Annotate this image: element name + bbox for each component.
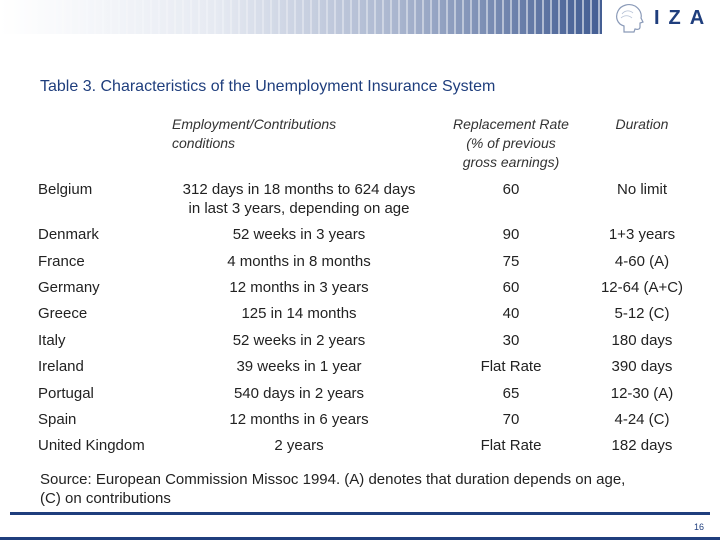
header-rate-line3: gross earnings) (462, 154, 560, 170)
row-rate: 90 (502, 226, 520, 243)
row-duration: 4-60 (A) (614, 253, 670, 270)
row-duration: No limit (616, 181, 667, 198)
row-country: Denmark (38, 226, 99, 243)
row-rate: 65 (502, 385, 520, 402)
row-duration: 1+3 years (608, 226, 676, 243)
row-duration: 12-64 (A+C) (600, 279, 684, 296)
row-country: United Kingdom (38, 437, 145, 454)
head-profile-icon (610, 2, 650, 36)
row-rate: Flat Rate (480, 358, 542, 375)
row-conditions: 540 days in 2 years (233, 385, 365, 402)
footer-divider (10, 512, 710, 515)
row-rate: 30 (502, 332, 520, 349)
table-title: Table 3. Characteristics of the Unemployment Insurance System (40, 78, 496, 95)
row-rate: 70 (502, 411, 520, 428)
header-conditions-line1: Employment/Contributions (172, 116, 337, 132)
row-country: Germany (38, 279, 100, 296)
row-duration: 180 days (611, 332, 673, 349)
row-duration: 12-30 (A) (610, 385, 674, 402)
row-country: Spain (38, 411, 77, 428)
row-conditions: 52 weeks in 3 years (232, 226, 366, 243)
row-country: Ireland (38, 358, 84, 375)
row-country: Portugal (38, 385, 94, 402)
iza-logo (602, 0, 720, 40)
source-note (40, 470, 690, 508)
row-duration: 390 days (611, 358, 673, 375)
row-duration: 182 days (611, 437, 673, 454)
row-conditions: 4 months in 8 months (227, 253, 371, 270)
row-conditions: 39 weeks in 1 year (236, 358, 362, 375)
row-conditions: 125 in 14 months (241, 305, 357, 322)
row-conditions: 2 years (274, 437, 324, 454)
row-conditions-line2: in last 3 years, depending on age (188, 200, 410, 217)
row-rate: 60 (502, 279, 520, 296)
row-rate: 75 (502, 253, 520, 270)
row-conditions: 12 months in 3 years (229, 279, 369, 296)
header-duration: Duration (615, 116, 669, 132)
row-country: Italy (38, 332, 66, 349)
row-country: Greece (38, 305, 88, 322)
row-conditions: 12 months in 6 years (229, 411, 369, 428)
header-stripes (0, 0, 600, 34)
header-conditions-line2: conditions (172, 135, 236, 151)
source-note-line2: (C) on contributions (40, 490, 171, 507)
header-rate-line2: (% of previous (466, 135, 556, 151)
header-rate-line1: Replacement Rate (453, 116, 569, 132)
row-rate: Flat Rate (480, 437, 542, 454)
source-note-line1: Source: European Commission Missoc 1994. (A) denotes that duration depends on age, (40, 471, 626, 488)
row-duration: 5-12 (C) (614, 305, 670, 322)
row-country: France (38, 253, 85, 270)
row-rate: 60 (502, 181, 520, 198)
logo-text: IZA (654, 7, 714, 29)
row-country: Belgium (38, 181, 93, 198)
row-rate: 40 (502, 305, 520, 322)
row-conditions: 52 weeks in 2 years (232, 332, 366, 349)
row-conditions-line1: 312 days in 18 months to 624 days (182, 181, 416, 198)
page-number: 16 (693, 522, 704, 532)
row-duration: 4-24 (C) (614, 411, 670, 428)
